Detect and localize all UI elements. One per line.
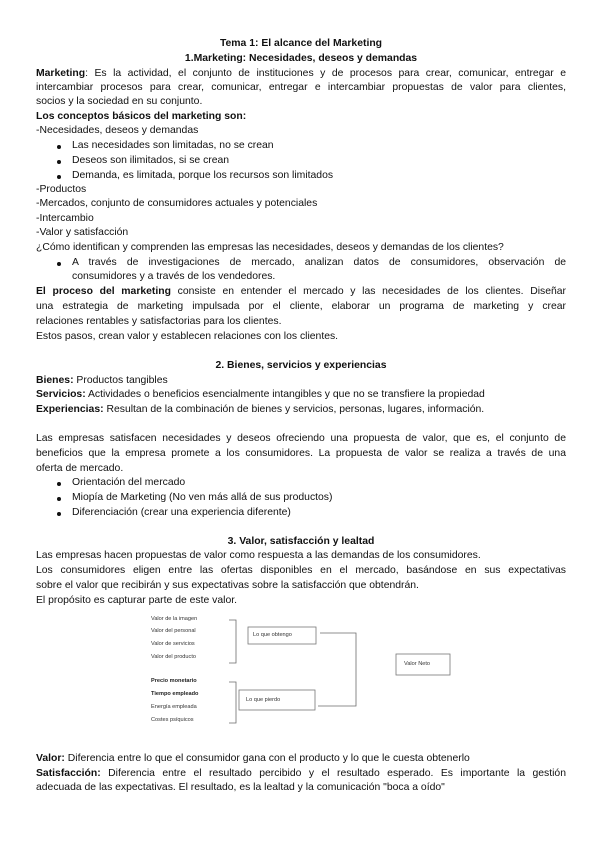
valor-term: Valor: bbox=[36, 753, 65, 764]
costs-box-label: Lo que pierdo bbox=[246, 697, 281, 703]
result-bracket bbox=[318, 633, 356, 706]
satisfaccion-def1: Diferencia entre el resultado percibido y el resultado esperado. Es importante la gestión bbox=[100, 768, 566, 779]
bullet-diferenciacion: Diferenciación (crear una experiencia diferente) bbox=[72, 507, 291, 518]
cost-item: Costes psíquicos bbox=[151, 717, 194, 723]
bullet-necesidades: Las necesidades son limitadas, no se crean bbox=[72, 140, 274, 151]
servicios-term: Servicios: bbox=[36, 389, 86, 400]
section2-title: 2. Bienes, servicios y experiencias bbox=[215, 360, 387, 371]
result-label: Valor Neto bbox=[404, 661, 431, 667]
bullet-orientacion: Orientación del mercado bbox=[72, 477, 186, 488]
question-line: ¿Cómo identifican y comprenden las empresas las necesidades, deseos y demandas de los clientes? bbox=[36, 242, 504, 253]
experiencias-term: Experiencias: bbox=[36, 404, 104, 415]
topic-title: Tema 1: El alcance del Marketing bbox=[219, 38, 383, 49]
proceso-line2: una estrategia de marketing impulsada por el cliente, elaborar un programa de marketing y crear bbox=[36, 301, 566, 312]
bullet-miopia: Miopía de Marketing (No ven más allá de sus productos) bbox=[72, 492, 333, 503]
section3-p1: Las empresas hacen propuestas de valor como respuesta a las demandas de los consumidores. bbox=[36, 550, 481, 561]
satisfaccion-term: Satisfacción: bbox=[36, 768, 101, 779]
propuesta-line3: oferta de mercado. bbox=[36, 463, 124, 474]
intercambio-line: -Intercambio bbox=[36, 213, 94, 224]
satisfaccion-line1 bbox=[36, 767, 566, 781]
answer-line1: A través de investigaciones de mercado, analizan datos de consumidores, observación de bbox=[72, 257, 566, 268]
proceso-line3: relaciones rentables y satisfactorias para los clientes. bbox=[36, 316, 282, 327]
marketing-term: Marketing bbox=[36, 68, 86, 79]
conceptos-heading: Los conceptos básicos del marketing son: bbox=[36, 111, 247, 122]
gains-bracket bbox=[229, 620, 236, 663]
bienes-def: Productos tangibles bbox=[73, 375, 168, 386]
pasos-line: Estos pasos, crean valor y establecen relaciones con los clientes. bbox=[36, 331, 339, 342]
gain-item: Valor del personal bbox=[151, 628, 196, 634]
cost-item: Precio monetario bbox=[151, 678, 197, 684]
section1-title: 1.Marketing: Necesidades, deseos y demandas bbox=[184, 53, 418, 64]
proceso-term: El proceso del marketing bbox=[36, 286, 171, 297]
experiencias-def: Resultan de la combinación de bienes y servicios, personas, lugares, información. bbox=[103, 404, 485, 415]
productos-line: -Productos bbox=[36, 184, 87, 195]
bienes-term: Bienes: bbox=[36, 375, 74, 386]
section3-title: 3. Valor, satisfacción y lealtad bbox=[227, 536, 375, 547]
valor-def: Diferencia entre lo que el consumidor gana con el producto y lo que le cuesta obtenerlo bbox=[64, 753, 470, 764]
servicios-def: Actividades o beneficios esencialmente intangibles y que no se transfiere la propiedad bbox=[85, 389, 485, 400]
section3-p2-line1: Los consumidores eligen entre las ofertas disponibles en el mercado, basándose en sus expectativas bbox=[36, 565, 566, 576]
gain-item: Valor de servicios bbox=[151, 641, 195, 647]
marketing-def-text1: : Es la actividad, el conjunto de instituciones y de procesos para crear, comunicar, entregar e bbox=[85, 68, 566, 79]
answer-line2: consumidores y a través de los vendedores. bbox=[72, 271, 276, 282]
section3-p3: El propósito es capturar parte de este valor. bbox=[36, 595, 237, 606]
propuesta-line2: beneficios que la empresa promete a los consumidores. La propuesta de valor se realiza a través de una bbox=[36, 448, 566, 459]
gains-box-label: Lo que obtengo bbox=[253, 632, 292, 638]
propuesta-line1: Las empresas satisfacen necesidades y deseos ofreciendo una propuesta de valor, que es, el conjunto de bbox=[36, 433, 566, 444]
satisfaccion-line2: adecuada de las expectativas. El resultado, es la lealtad y la comunicación "boca a oído" bbox=[36, 782, 445, 793]
gain-item: Valor del producto bbox=[151, 654, 196, 660]
section3-p2-line2: sobre el valor que recibirán y sus expectativas sobre la satisfacción que obtendrán. bbox=[36, 580, 419, 591]
valor-line: -Valor y satisfacción bbox=[36, 227, 129, 238]
bullet-demanda: Demanda, es limitada, porque los recursos son limitados bbox=[72, 170, 334, 181]
marketing-definition-line3: socios y la sociedad en su conjunto. bbox=[36, 96, 203, 107]
bullet-deseos: Deseos son ilimitados, si se crean bbox=[72, 155, 230, 166]
valor-definition bbox=[36, 752, 566, 766]
proceso-text1: consiste en entender el mercado y las necesidades de los clientes. Diseñar bbox=[170, 286, 566, 297]
mercados-line: -Mercados, conjunto de consumidores actuales y potenciales bbox=[36, 198, 318, 209]
costs-bracket bbox=[229, 682, 236, 723]
gain-item: Valor de la imagen bbox=[151, 616, 198, 622]
cost-item: Tiempo empleado bbox=[151, 691, 199, 697]
necesidades-line: -Necesidades, deseos y demandas bbox=[36, 125, 199, 136]
marketing-definition-line2: intercambiar procesos para crear, comunicar, entregar e intercambiar propuestas de valor para clientes, bbox=[36, 82, 566, 93]
cost-item: Energía empleada bbox=[151, 704, 197, 710]
